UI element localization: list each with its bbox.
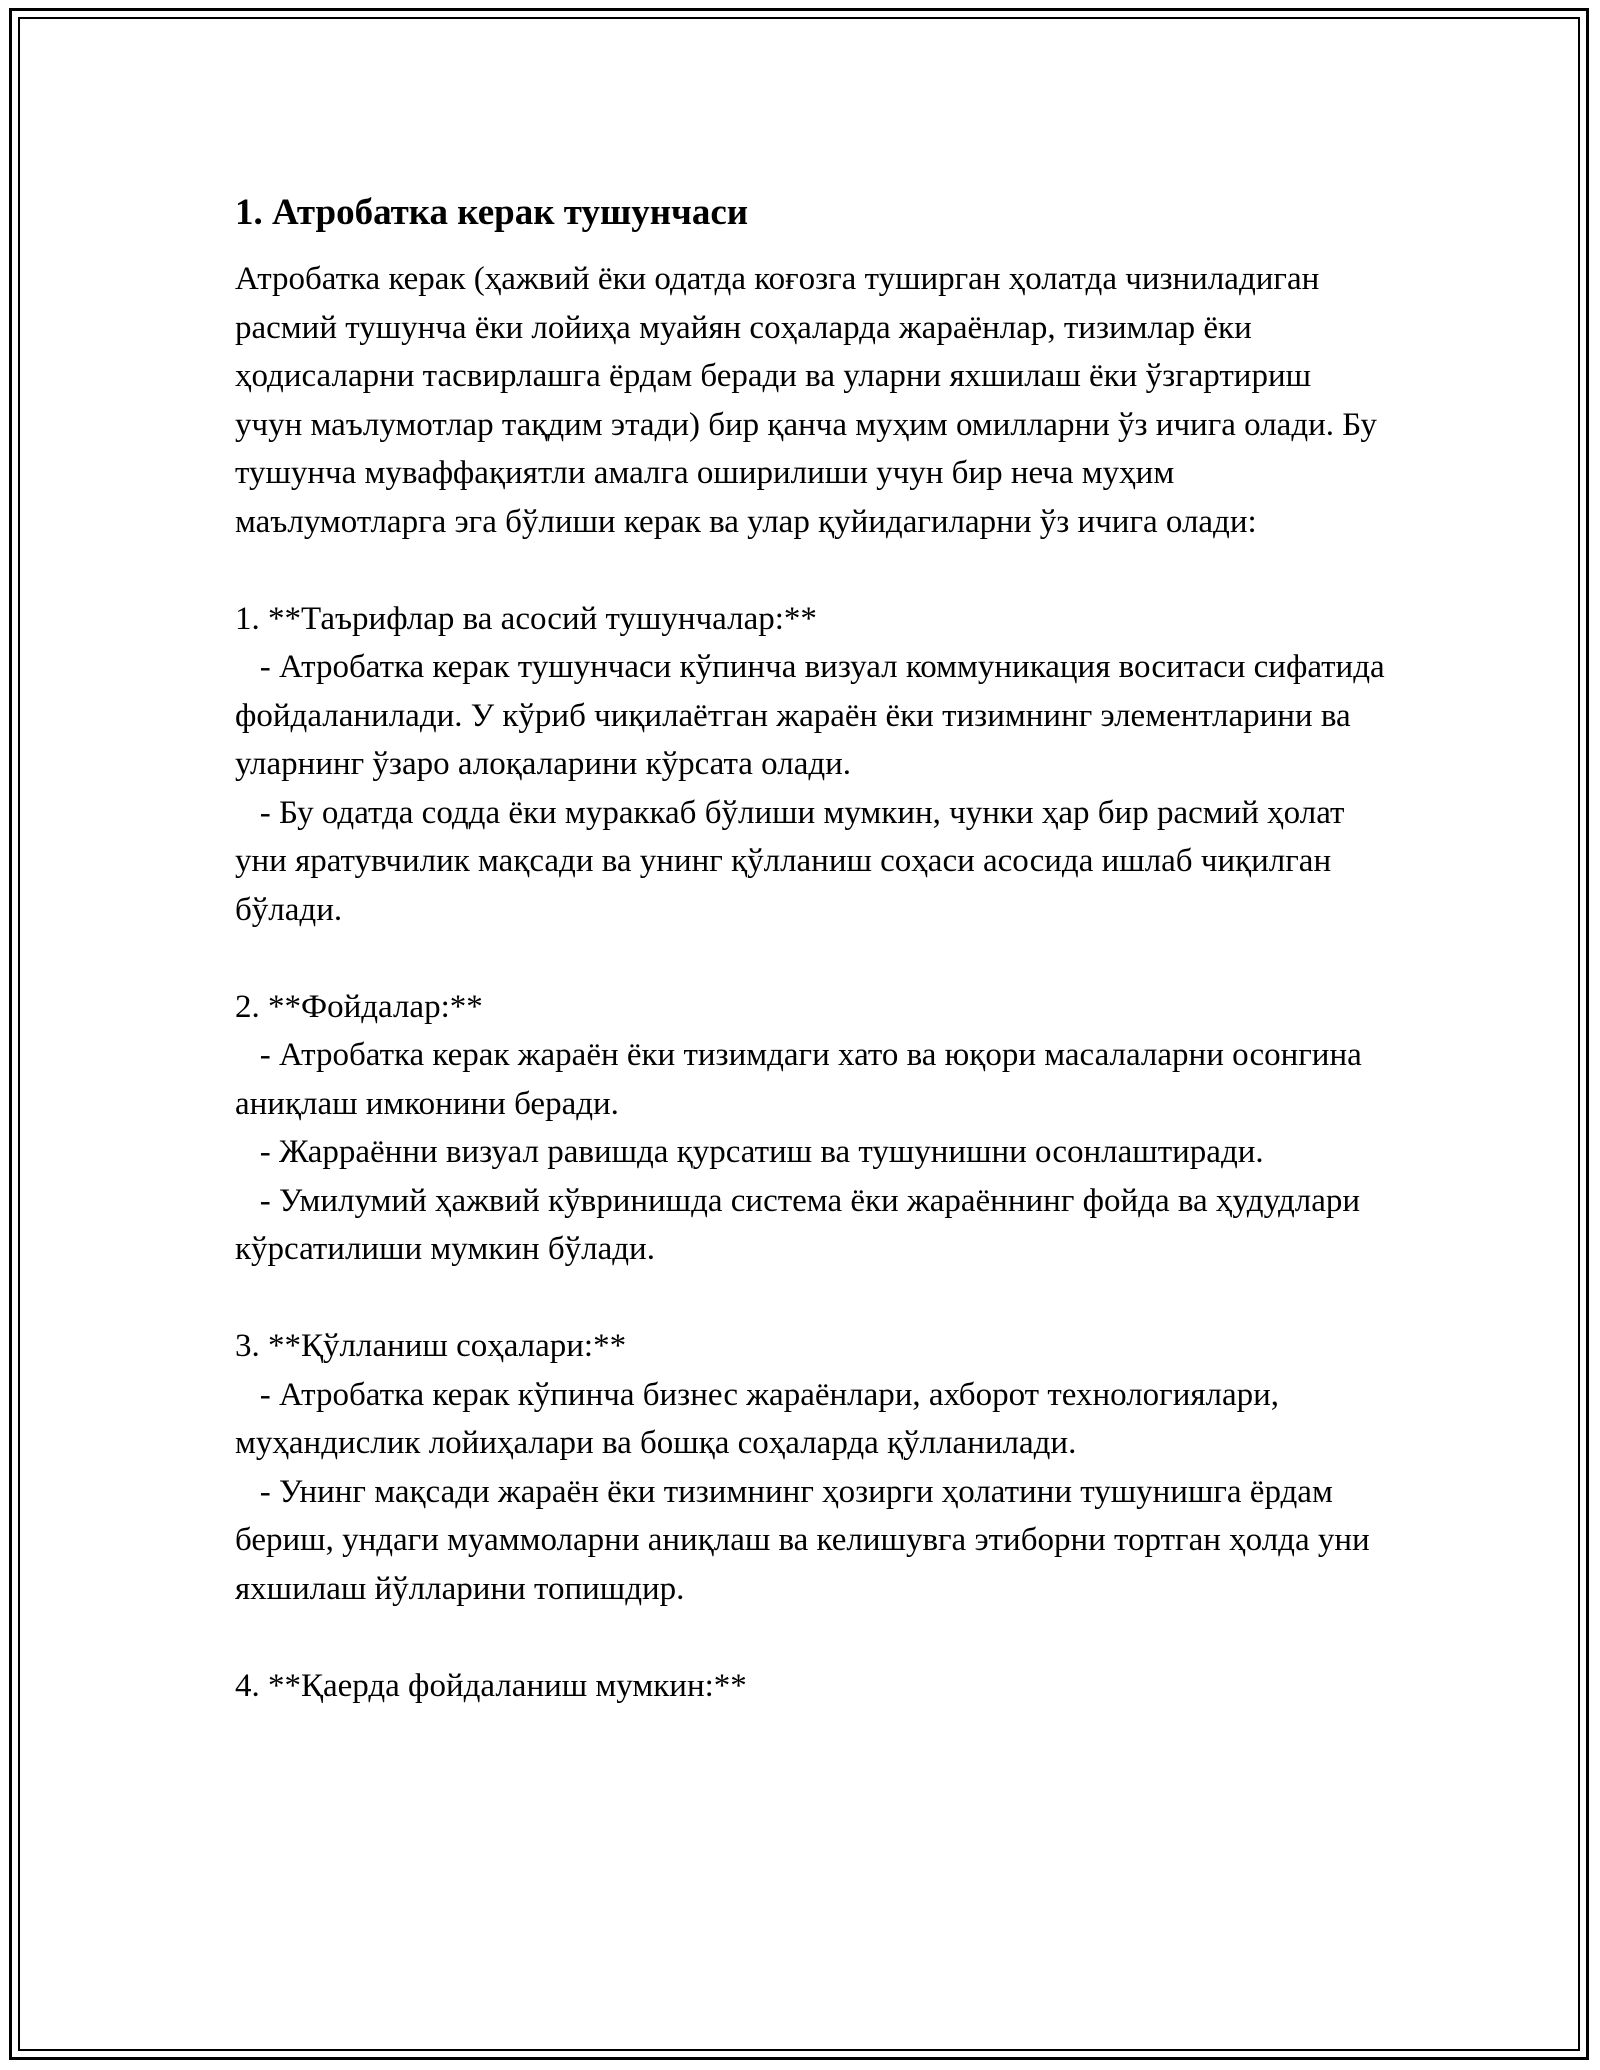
intro-paragraph: Атробатка керак (ҳажвий ёки одатда коғозга туширган ҳолатда чизниладиган расмий тушунча ёки лойиҳа муайян соҳаларда жараёнлар, тизимлар ёки ҳодисаларни тасвирлашга ёрдам беради ва уларни яхшилаш ёки ўзгартириш учун маълумотлар тақдим этади) бир қанча муҳим омилларни ўз ичига олади. Бу тушунча муваффақиятли амалга оширилиши учун бир неча муҳим маълумотларга эга бўлиши керак ва улар қуйидагиларни ўз ичига олади:: [235, 261, 1377, 540]
list-item: - Умилумий ҳажвий кўвринишда система ёки жараённинг фойда ва ҳудудлари кўрсатилиши мумкин бўлади.: [235, 1182, 1369, 1267]
section-title: 4. **Қаерда фойдаланиш мумкин:**: [235, 1667, 747, 1704]
list-item: - Атробатка керак кўпинча бизнес жараёнлари, ахборот технологиялари, муҳандислик лойиҳалари ва бошқа соҳаларда қўлланилади.: [235, 1376, 1288, 1461]
list-item: - Унинг мақсади жараён ёки тизимнинг ҳозирги ҳолатини тушунишга ёрдам бериш, ундаги муаммоларни аниқлаш ва келишувга этиборни тортган ҳолда уни яхшилаш йўлларини топишдир.: [235, 1473, 1378, 1607]
section-title: 2. **Фойдалар:**: [235, 988, 483, 1025]
list-item: - Жарраённи визуал равишда қурсатиш ва тушунишни осонлаштиради.: [235, 1134, 1264, 1170]
section-applications: [235, 1322, 1385, 1613]
list-item: - Атробатка керак жараён ёки тизимдаги хато ва юқори масалаларни осонгина аниқлаш имконини беради.: [235, 1037, 1371, 1122]
section-benefits: [235, 983, 1385, 1274]
section-definitions: [235, 595, 1393, 935]
document-body: [235, 183, 1393, 1759]
section-usage: [235, 1662, 1385, 1711]
section-title: 1. **Таърифлар ва асосий тушунчалар:**: [235, 600, 817, 637]
page-title: 1. Атробатка керак тушунчаси: [235, 192, 749, 233]
list-item: - Атробатка керак тушунчаси кўпинча визуал коммуникация воситаси сифатида фойдаланилади. У кўриб чиқилаётган жараён ёки тизимнинг элементларини ва уларнинг ўзаро алоқаларини кўрсата олади.: [235, 649, 1393, 782]
section-title: 3. **Қўлланиш соҳалари:**: [235, 1328, 627, 1364]
list-item: - Бу одатда содда ёки мураккаб бўлиши мумкин, чунки ҳар бир расмий ҳолат уни яратувчилик мақсади ва унинг қўлланиш соҳаси асосида ишлаб чиқилган бўлади.: [235, 794, 1353, 928]
